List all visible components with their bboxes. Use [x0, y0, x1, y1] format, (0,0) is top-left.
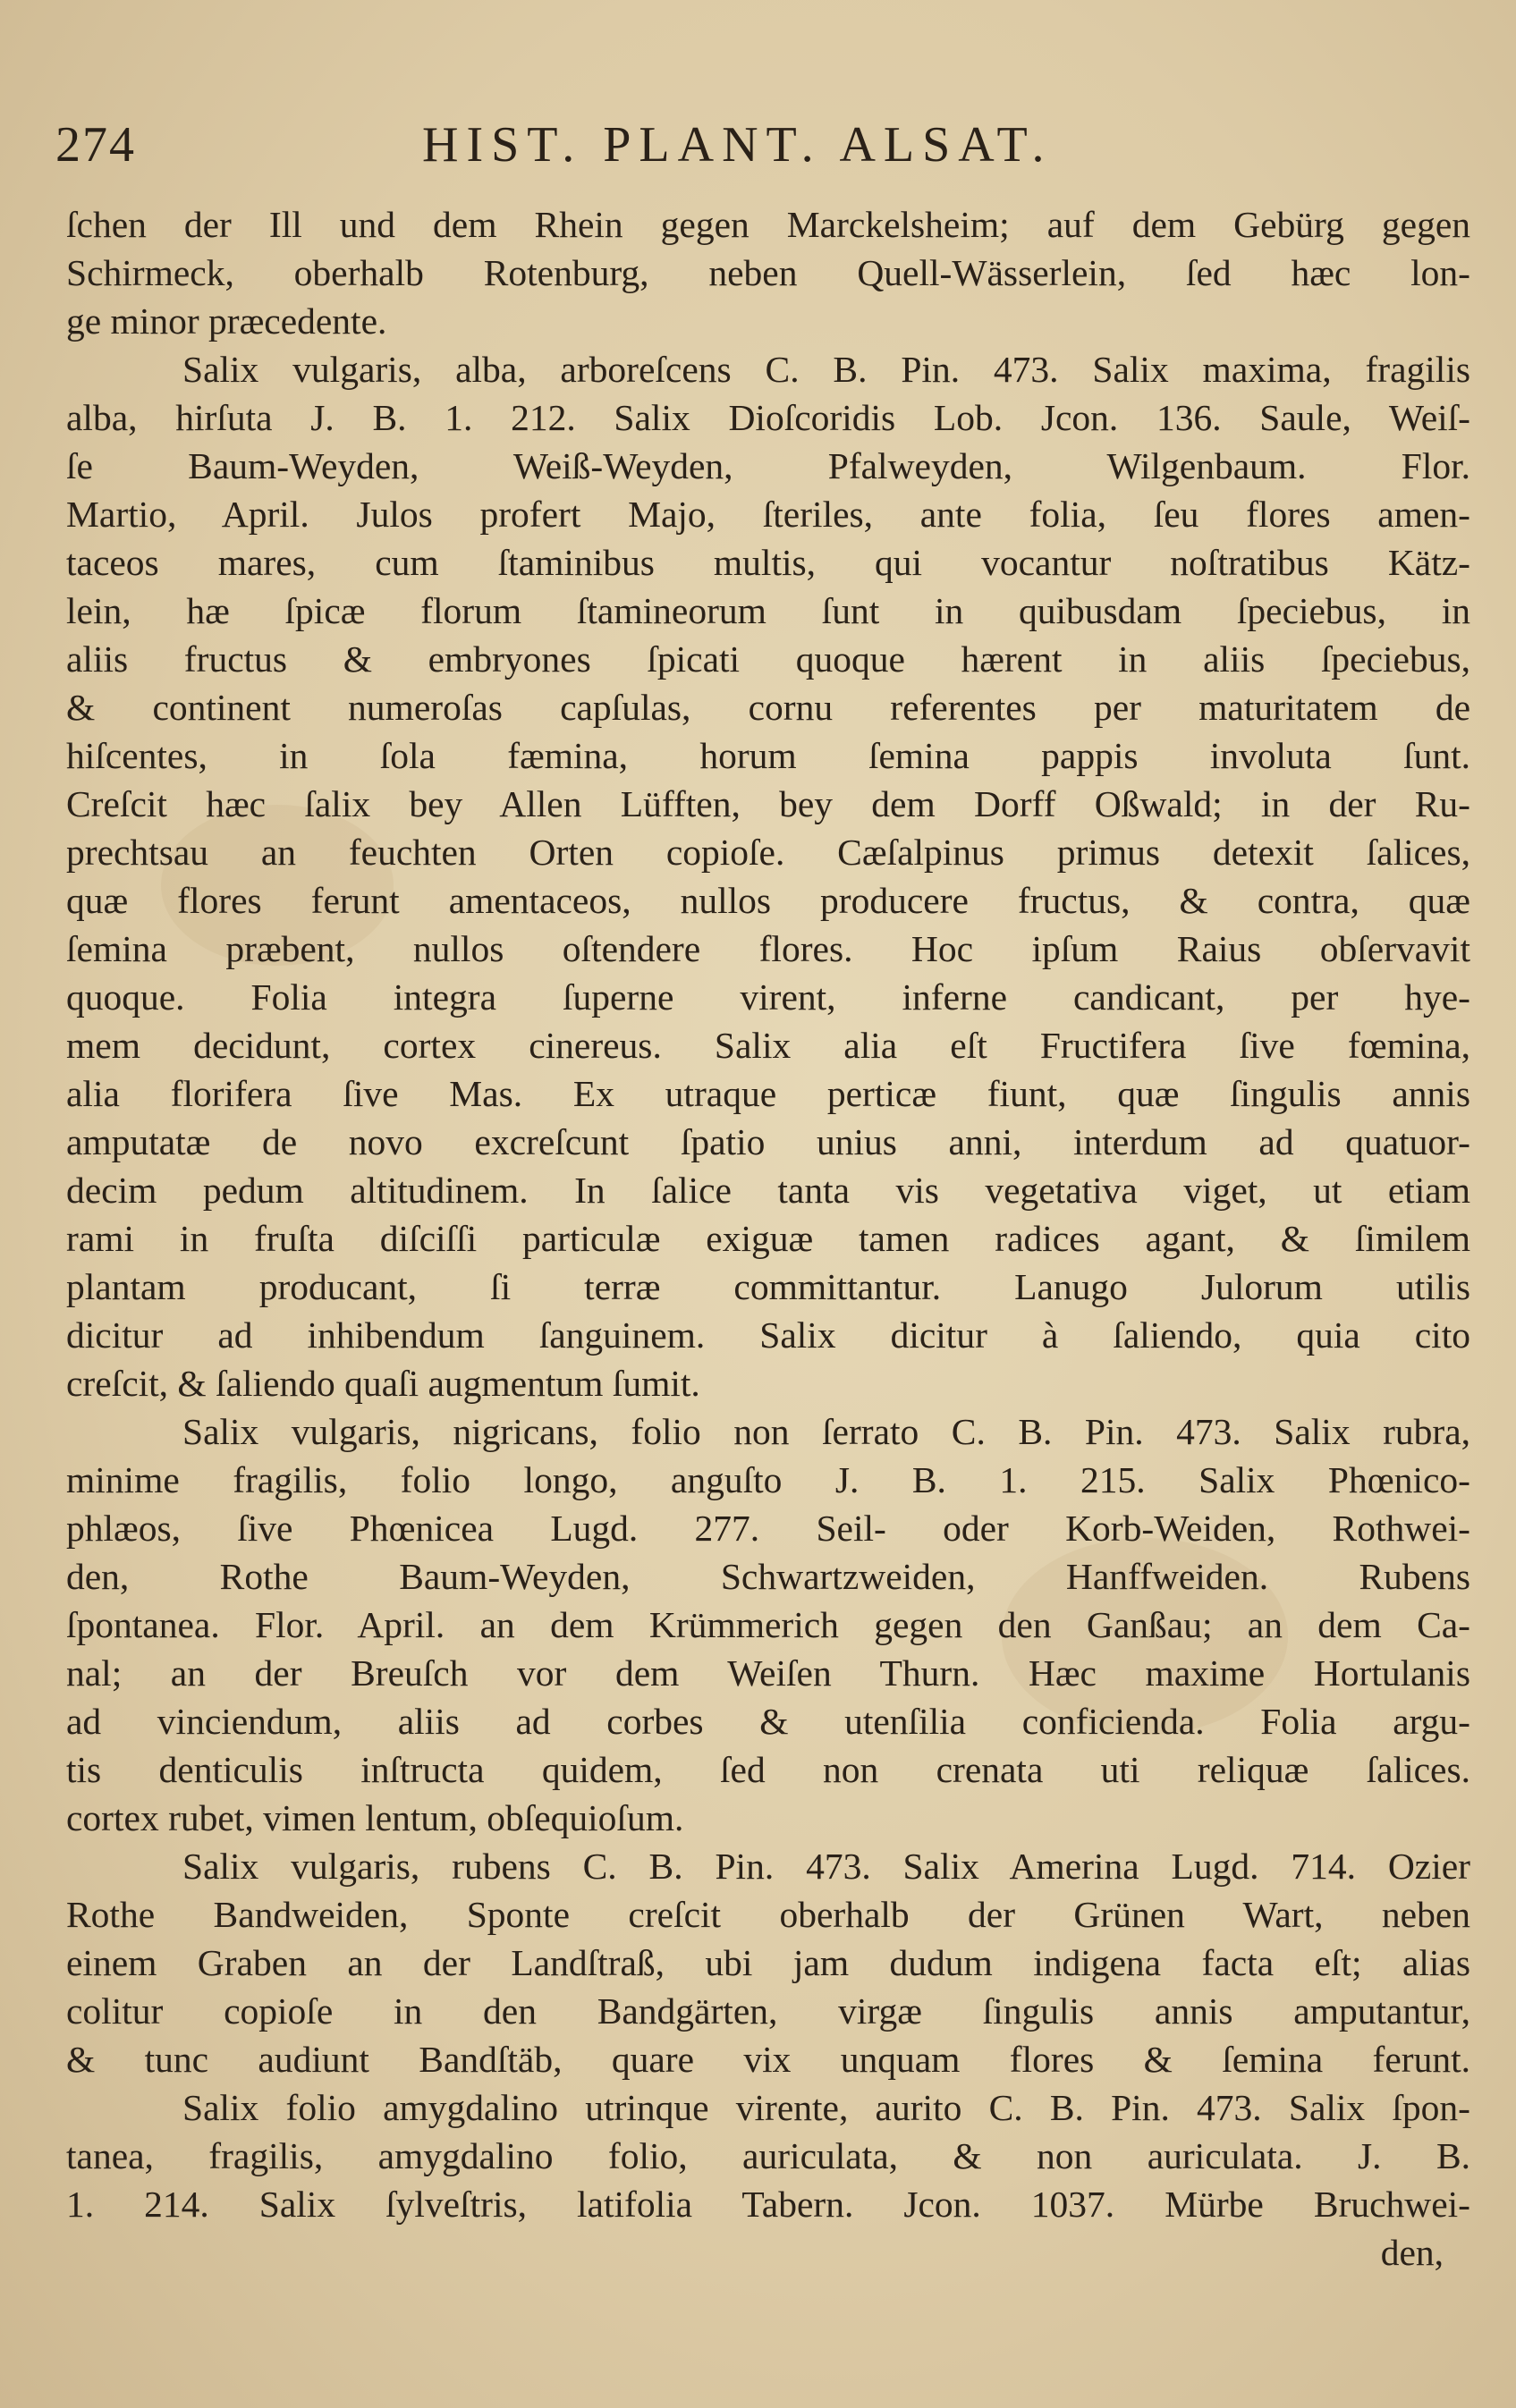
text-line: cortex rubet, vimen lentum, obſequioſum. — [66, 1797, 684, 1838]
text-line: Salix folio amygdalino utrinque virente, aurito C. B. Pin. 473. Salix ſpon- — [182, 2087, 1470, 2128]
text-line: ge minor præcedente. — [66, 300, 387, 342]
text-line: tis denticulis inſtructa quidem, ſed non crenata uti reliquæ ſalices. — [66, 1749, 1470, 1790]
text-line: alba, hirſuta J. B. 1. 212. Salix Dioſcoridis Lob. Jcon. 136. Saule, Weiſ- — [66, 397, 1470, 438]
text-line: rami in fruſta diſciſſi particulæ exiguæ tamen radices agant, & ſimilem — [66, 1218, 1470, 1259]
text-line: Salix vulgaris, rubens C. B. Pin. 473. Salix Amerina Lugd. 714. Ozier — [182, 1846, 1470, 1887]
text-line: ſemina præbent, nullos oſtendere flores. Hoc ipſum Raius obſervavit — [66, 928, 1470, 969]
page-header — [55, 116, 1469, 197]
text-line: plantam producant, ſi terræ committantur. Lanugo Julorum utilis — [66, 1266, 1470, 1307]
text-line: taceos mares, cum ſtaminibus multis, qui vocantur noſtratibus Kätz- — [66, 542, 1470, 583]
text-line: ad vinciendum, aliis ad corbes & utenſilia conficienda. Folia argu- — [66, 1701, 1470, 1742]
text-line: 1. 214. Salix ſylveſtris, latifolia Tabern. Jcon. 1037. Mürbe Bruchwei- — [66, 2184, 1470, 2225]
text-line: nal; an der Breuſch vor dem Weiſen Thurn. Hæc maxime Hortulanis — [66, 1652, 1470, 1694]
text-line: alia florifera ſive Mas. Ex utraque perticæ fiunt, quæ ſingulis annis — [66, 1073, 1470, 1114]
text-line: & continent numeroſas capſulas, cornu referentes per maturitatem de — [66, 687, 1470, 728]
text-line: & tunc audiunt Bandſtäb, quare vix unquam flores & ſemina ferunt. — [66, 2039, 1470, 2080]
text-line: hiſcentes, in ſola fæmina, horum ſemina pappis involuta ſunt. — [66, 735, 1470, 776]
body-text — [66, 200, 1470, 2277]
text-line: Rothe Bandweiden, Sponte creſcit oberhalb der Grünen Wart, neben — [66, 1894, 1470, 1935]
text-line: Creſcit hæc ſalix bey Allen Lüfften, bey dem Dorff Oßwald; in der Ru- — [66, 783, 1470, 824]
text-line: creſcit, & ſaliendo quaſi augmentum ſumit. — [66, 1363, 700, 1404]
text-line: prechtsau an feuchten Orten copioſe. Cæſalpinus primus detexit ſalices, — [66, 832, 1470, 873]
text-line: minime fragilis, folio longo, anguſto J. B. 1. 215. Salix Phœnico- — [66, 1459, 1470, 1500]
text-line: Salix vulgaris, nigricans, folio non ſerrato C. B. Pin. 473. Salix rubra, — [182, 1411, 1470, 1452]
text-line: mem decidunt, cortex cinereus. Salix alia eſt Fructifera ſive fœmina, — [66, 1025, 1470, 1066]
text-line: aliis fructus & embryones ſpicati quoque hærent in aliis ſpeciebus, — [66, 638, 1470, 680]
text-line: decim pedum altitudinem. In ſalice tanta vis vegetativa viget, ut etiam — [66, 1170, 1470, 1211]
catchword: den, — [1380, 2232, 1444, 2273]
text-line: Schirmeck, oberhalb Rotenburg, neben Quell-Wässerlein, ſed hæc lon- — [66, 252, 1470, 293]
text-line: ſe Baum-Weyden, Weiß-Weyden, Pfalweyden, Wilgenbaum. Flor. — [66, 445, 1470, 486]
text-line: colitur copioſe in den Bandgärten, virgæ ſingulis annis amputantur, — [66, 1990, 1470, 2032]
text-line: quoque. Folia integra ſuperne virent, inferne candicant, per hye- — [66, 976, 1470, 1018]
text-line: Martio, April. Julos profert Majo, ſteriles, ante folia, ſeu flores amen- — [66, 494, 1470, 535]
text-line: phlæos, ſive Phœnicea Lugd. 277. Seil- oder Korb-Weiden, Rothwei- — [66, 1508, 1470, 1549]
text-line: lein, hæ ſpicæ florum ſtamineorum ſunt in quibusdam ſpeciebus, in — [66, 590, 1470, 631]
text-line: ſpontanea. Flor. April. an dem Krümmerich gegen den Ganßau; an dem Ca- — [66, 1604, 1470, 1645]
text-line: einem Graben an der Landſtraß, ubi jam dudum indigena facta eſt; alias — [66, 1942, 1470, 1983]
text-line: Salix vulgaris, alba, arboreſcens C. B. Pin. 473. Salix maxima, fragilis — [182, 349, 1470, 390]
running-head: HIST. PLANT. ALSAT. — [422, 117, 1053, 173]
text-line: tanea, fragilis, amygdalino folio, auriculata, & non auriculata. J. B. — [66, 2135, 1470, 2176]
text-line: ſchen der Ill und dem Rhein gegen Marckelsheim; auf dem Gebürg gegen — [66, 204, 1470, 245]
text-line: amputatæ de novo excreſcunt ſpatio unius anni, interdum ad quatuor- — [66, 1121, 1470, 1162]
text-line: dicitur ad inhibendum ſanguinem. Salix dicitur à ſaliendo, quia cito — [66, 1314, 1470, 1356]
text-line: den, Rothe Baum-Weyden, Schwartzweiden, Hanffweiden. Rubens — [66, 1556, 1470, 1597]
page-number: 274 — [55, 117, 136, 173]
text-line: quæ flores ferunt amentaceos, nullos producere fructus, & contra, quæ — [66, 880, 1470, 921]
